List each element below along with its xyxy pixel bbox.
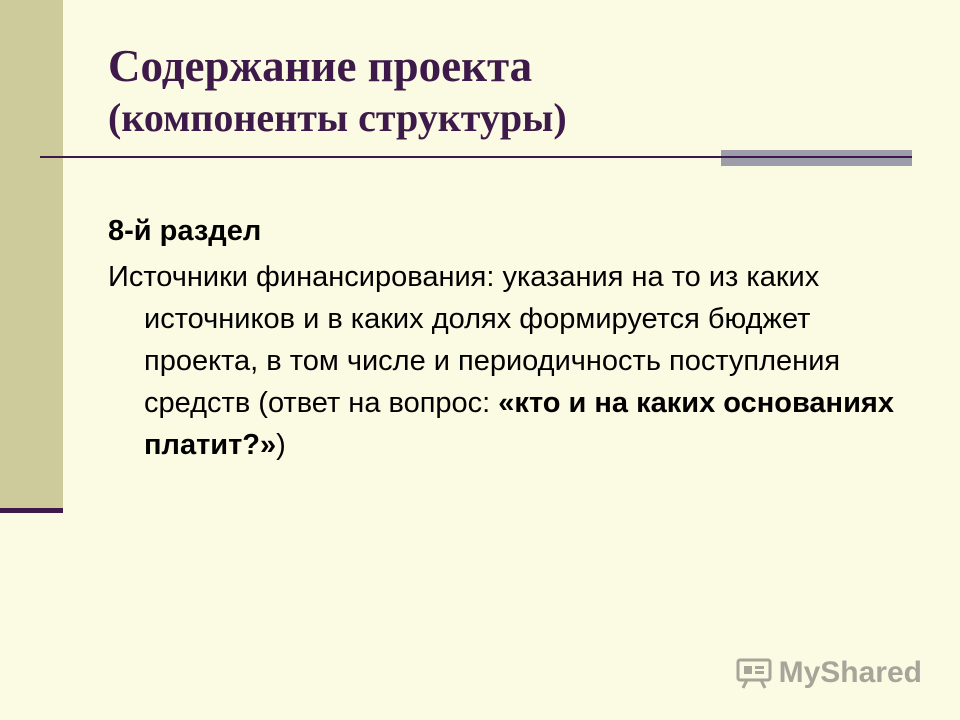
watermark xyxy=(735,656,922,690)
slide-title-subtitle: (компоненты структуры) xyxy=(108,95,567,140)
watermark-text: MyShared xyxy=(778,656,922,689)
left-bar-accent-line xyxy=(0,508,63,513)
presentation-board-icon xyxy=(735,657,773,689)
body-paragraph xyxy=(108,256,928,466)
slide-title-main: Содержание проекта xyxy=(108,41,533,91)
slide-title xyxy=(108,40,928,144)
paragraph-intro: Источники финансирования: указания на то из каких источников и в каких долях формируется бюджет проекта, в том числе и периодичность поступления средств (ответ на вопрос: xyxy=(108,261,841,419)
paragraph-outro: ) xyxy=(276,429,286,461)
section-heading: 8-й раздел xyxy=(108,215,262,247)
title-divider-accent xyxy=(721,150,912,166)
paragraph-bold-question: «кто и на каких основаниях платит?» xyxy=(144,387,894,461)
slide-body xyxy=(108,210,928,466)
left-decorative-bar xyxy=(0,0,63,510)
